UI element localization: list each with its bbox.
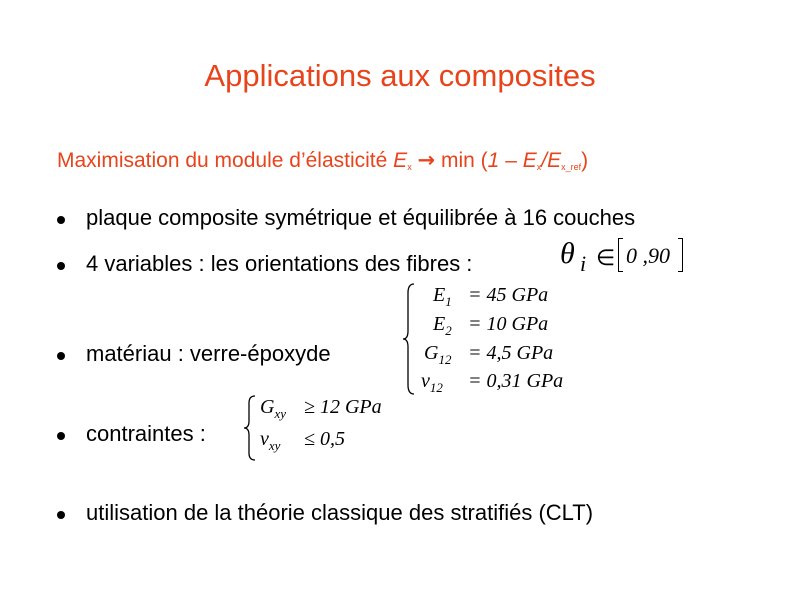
constraint-value: ≥ 12 GPa bbox=[304, 396, 382, 418]
material-value: = 10 GPa bbox=[468, 313, 549, 335]
bullet-dot bbox=[57, 216, 65, 224]
bullet-text: matériau : verre-époxyde bbox=[86, 341, 331, 366]
material-line: $E_2$ bbox=[433, 313, 452, 338]
subtitle-min: min ( bbox=[440, 149, 488, 172]
brace-left-icon bbox=[243, 395, 257, 461]
material-line: $E_1$ bbox=[433, 284, 452, 309]
subtitle-ex-sub: x bbox=[536, 162, 542, 172]
bullet-text: utilisation de la théorie classique des stratifiés (CLT) bbox=[86, 500, 594, 525]
subtitle-var: E bbox=[393, 149, 408, 172]
theta-range: 0 ,90 bbox=[626, 243, 670, 268]
slide-subtitle bbox=[57, 148, 588, 173]
subtitle-minus: – bbox=[505, 149, 517, 172]
subtitle-var-sub: x bbox=[407, 162, 412, 172]
subtitle-close: ) bbox=[581, 149, 589, 172]
material-value: = 0,31 GPa bbox=[468, 370, 564, 392]
bullet-dot bbox=[57, 352, 65, 360]
bracket-left bbox=[618, 238, 623, 272]
constraint-line: $\nu_{xy}$ bbox=[260, 428, 281, 453]
theta-in: ∈ bbox=[596, 245, 616, 270]
subtitle-text: Maximisation du module d’élasticité bbox=[57, 149, 388, 172]
bullet-dot bbox=[57, 262, 65, 270]
material-value: = 45 GPa bbox=[468, 284, 549, 306]
bullet-text: 4 variables : les orientations des fibres : bbox=[86, 251, 473, 276]
subtitle-ex: E bbox=[522, 149, 537, 172]
material-line: $\nu_{12}$ bbox=[421, 370, 443, 395]
bracket-right bbox=[678, 238, 683, 272]
subtitle-one: 1 bbox=[487, 149, 500, 172]
material-value: = 4,5 GPa bbox=[468, 342, 554, 364]
bullet-dot bbox=[57, 432, 65, 440]
bullet-text: plaque composite symétrique et équilibrée à 16 couches bbox=[86, 205, 636, 230]
constraint-value: ≤ 0,5 bbox=[304, 428, 345, 450]
constraint-line: $G_{xy}$ bbox=[260, 396, 286, 421]
material-line: $G_{12}$ bbox=[424, 342, 452, 367]
bullet-text: contraintes : bbox=[86, 421, 206, 446]
slide-title: Applications aux composites bbox=[204, 58, 596, 93]
subtitle-ref-sub: x_ref bbox=[561, 162, 582, 172]
brace-left-icon bbox=[402, 283, 416, 395]
bullet-dot bbox=[57, 511, 65, 519]
subtitle-slash: /E bbox=[541, 149, 562, 172]
theta-index: i bbox=[580, 251, 587, 276]
arrow-right-icon: → bbox=[417, 148, 436, 172]
theta-symbol: θ bbox=[560, 237, 575, 270]
